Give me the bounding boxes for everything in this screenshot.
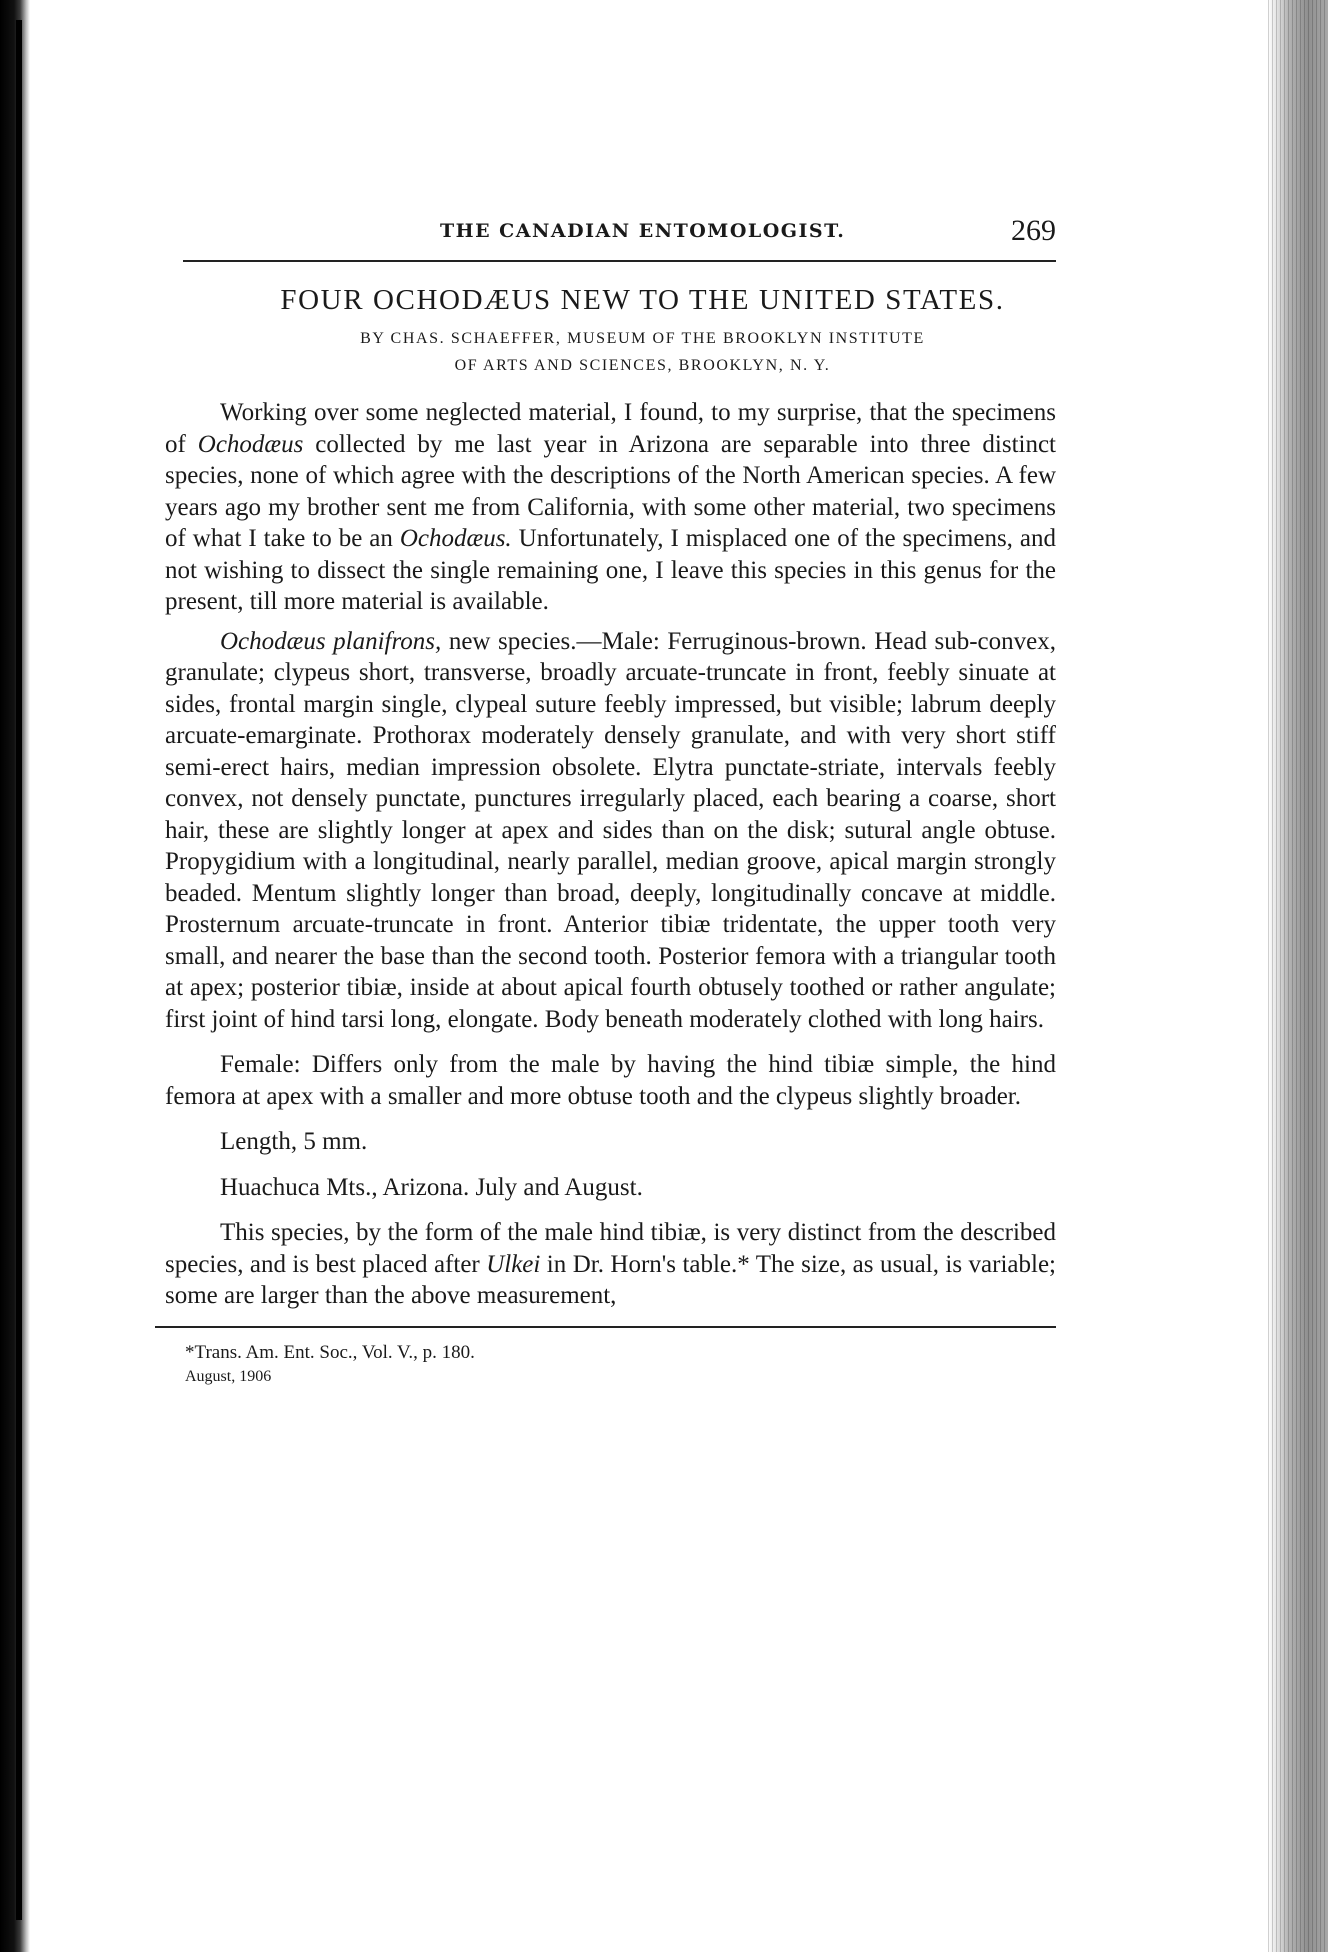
species-description: [165, 626, 1056, 1036]
intro-text-2: collected by me last year in Arizona are separable into three distinct species, none of which agree with the descriptions of the North American species. A few years ago my brother sent me from California, with some other material, two specimens of what I take to be an: [165, 430, 1056, 552]
journal-title: THE CANADIAN ENTOMOLOGIST.: [440, 220, 846, 242]
byline-line-1: BY CHAS. SCHAEFFER, MUSEUM OF THE BROOKLYN INSTITUTE: [360, 330, 925, 347]
locality-line: Huachuca Mts., Arizona. July and August.: [220, 1173, 643, 1201]
article-body: [165, 397, 1056, 1312]
page-right-edge-stack: [1268, 0, 1328, 1952]
remarks-text-1: This species, by the form of the male hind tibiæ, is very distinct from the described species, and is best placed after: [165, 1219, 1056, 1278]
byline-line-2: OF ARTS AND SCIENCES, BROOKLYN, N. Y.: [454, 357, 831, 374]
page-content: [155, 214, 1090, 1388]
female-description: Female: Differs only from the male by having the hind tibiæ simple, the hind femora at apex with a smaller and more obtuse tooth and the clypeus slightly broader.: [165, 1051, 1056, 1110]
remarks-paragraph: [165, 1217, 1056, 1312]
byline: [195, 325, 1090, 379]
compared-species-name: Ulkei: [486, 1250, 541, 1278]
intro-paragraph: [165, 397, 1056, 618]
footnote: *Trans. Am. Ent. Soc., Vol. V., p. 180.: [185, 1341, 475, 1363]
length-line: Length, 5 mm.: [220, 1128, 368, 1155]
page-left-edge-shadow: [0, 0, 30, 1952]
intro-text-1: Working over some neglected material, I found, to my surprise, that the specimens of: [165, 399, 1056, 458]
header-rule: [183, 260, 1056, 262]
running-head: [155, 214, 1090, 260]
description-text: new species.—Male: Ferruginous-brown. Head sub-convex, granulate; clypeus short, transverse, broadly arcuate-truncate in front, feebly sinuate at sides, frontal margin single, clypeal suture feebly impressed, but visible; labrum deeply arcuate-emarginate. Prothorax moderately densely granulate, and with very short stiff semi-erect hairs, median impression obsolete. Elytra punctate-striate, intervals feebly convex, not densely punctate, punctures irregularly placed, each bearing a coarse, short hair, these are slightly longer at apex and sides than on the disk; sutural angle obtuse. Propygidium with a longitudinal, nearly parallel, median groove, apical margin strongly beaded. Mentum slightly longer than broad, deeply, longitudinally concave at middle. Prosternum arcuate-truncate in front. Anterior tibiæ tridentate, the upper tooth very small, and nearer the base than the second tooth. Posterior femora with a triangular tooth at apex; posterior tibiæ, inside at about apical fourth obtusely toothed or rather angulate; first joint of hind tarsi long, elongate. Body beneath moderately clothed with long hairs.: [165, 627, 1057, 1033]
footnote-rule: [155, 1326, 1056, 1328]
intro-text-3: Unfortunately, I misplaced one of the specimens, and not wishing to dissect the single remaining one, I leave this species in this genus for the present, till more material is available.: [165, 525, 1056, 615]
binding-edge-line: [16, 20, 22, 1920]
remarks-text-2: in Dr. Horn's table.* The size, as usual, is variable; some are larger than the above measurement,: [165, 1250, 1056, 1309]
article-title: FOUR OCHODÆUS NEW TO THE UNITED STATES.: [280, 284, 1005, 316]
genus-name: Ochodæus: [197, 430, 304, 458]
genus-name: Ochodæus.: [399, 525, 512, 552]
page-number: 269: [1011, 214, 1056, 247]
species-name: Ochodæus planifrons,: [220, 627, 442, 655]
issue-date: August, 1906: [185, 1367, 272, 1385]
